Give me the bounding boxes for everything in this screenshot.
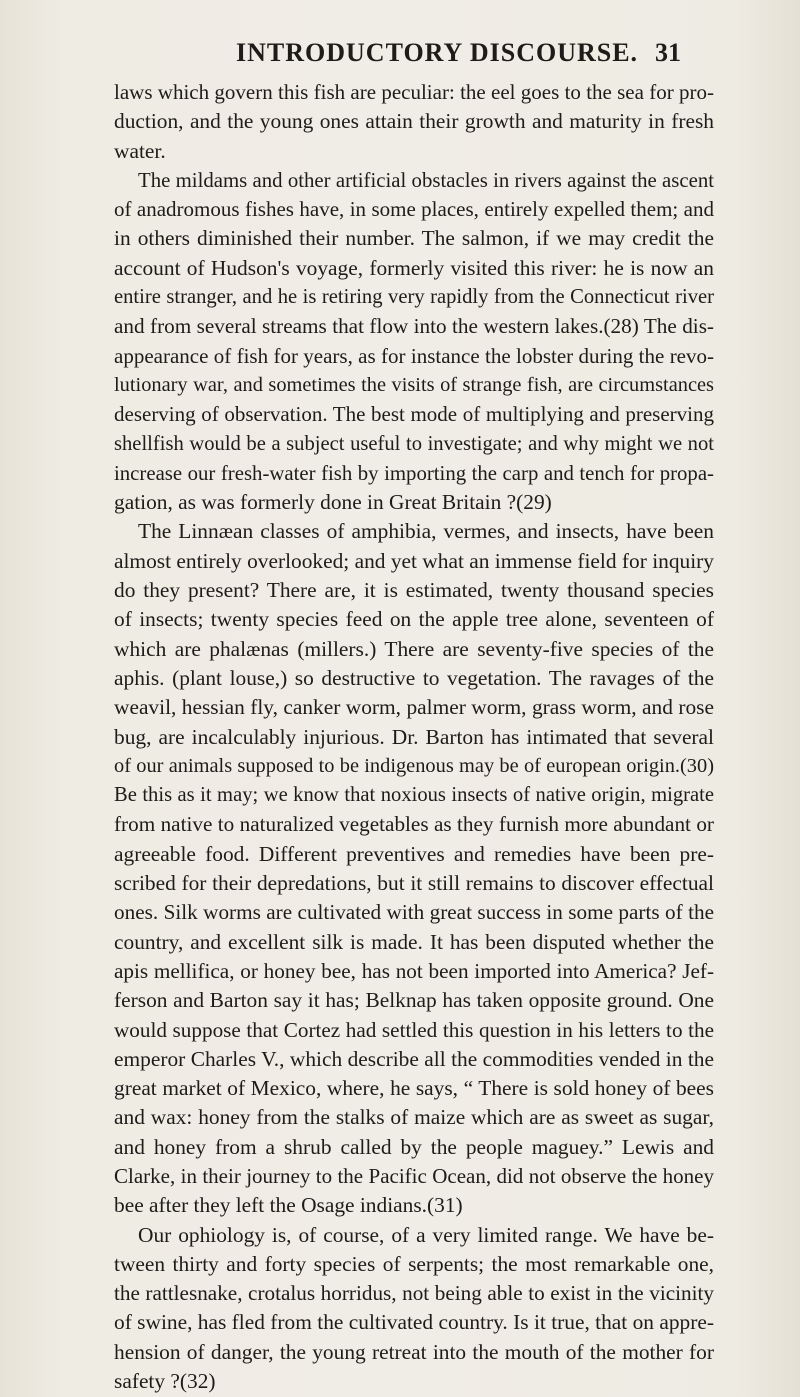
- text-line: laws which govern this fish are peculiar: the eel goes to the sea for pro-: [114, 80, 714, 104]
- text-line: and honey from a shrub called by the people maguey.” Lewis and: [114, 1134, 714, 1159]
- text-line: and wax: honey from the stalks of maize which are as sweet as sugar,: [114, 1105, 714, 1130]
- text-line: bug, are incalculably injurious. Dr. Barton has intimated that several: [114, 724, 714, 749]
- body-text: [114, 78, 714, 1396]
- text-line: deserving of observation. The best mode of multiplying and preserving: [114, 402, 714, 427]
- text-line: the rattlesnake, crotalus horridus, not being able to exist in the vicinity: [114, 1281, 714, 1306]
- text-line: of swine, has fled from the cultivated country. Is it true, that on appre-: [114, 1310, 714, 1335]
- text-line: would suppose that Cortez had settled this question in his letters to the: [114, 1017, 714, 1042]
- text-line: Clarke, in their journey to the Pacific Ocean, did not observe the honey: [114, 1163, 714, 1188]
- text-line: scribed for their depredations, but it still remains to discover effectual: [114, 871, 714, 896]
- text-line: and from several streams that flow into the western lakes.(28) The dis-: [114, 314, 714, 339]
- text-line: hension of danger, the young retreat into the mouth of the mother for: [114, 1339, 714, 1364]
- text-line: of anadromous fishes have, in some places, entirely expelled them; and: [114, 197, 714, 222]
- page-number: 31: [655, 38, 681, 67]
- text-line: Our ophiology is, of course, of a very limited range. We have be-: [138, 1222, 714, 1247]
- text-line: ferson and Barton say it has; Belknap has taken opposite ground. One: [114, 988, 714, 1013]
- text-line: account of Hudson's voyage, formerly visited this river: he is now an: [114, 255, 714, 280]
- text-line: duction, and the young ones attain their growth and maturity in fresh: [114, 109, 714, 134]
- text-line: The mildams and other artificial obstacles in rivers against the ascent: [138, 168, 714, 192]
- text-line: apis mellifica, or honey bee, has not been imported into America? Jef-: [114, 958, 714, 983]
- text-line: from native to naturalized vegetables as they furnish more abundant or: [114, 812, 714, 837]
- text-line: of insects; twenty species feed on the apple tree alone, seventeen of: [114, 607, 714, 632]
- text-line: of our animals supposed to be indigenous may be of european origin.(30): [114, 754, 714, 777]
- text-line: in others diminished their number. The salmon, if we may credit the: [114, 226, 714, 251]
- text-line: shellfish would be a subject useful to investigate; and why might we not: [114, 432, 714, 455]
- running-head: INTRODUCTORY DISCOURSE.: [236, 38, 639, 67]
- text-line: which are phalænas (millers.) There are seventy-five species of the: [114, 636, 714, 661]
- text-line: safety ?(32): [114, 1369, 216, 1394]
- text-line: entire stranger, and he is retiring very rapidly from the Connecticut river: [114, 286, 714, 309]
- text-line: lutionary war, and sometimes the visits of strange fish, are circumstances: [114, 373, 714, 396]
- text-line: increase our fresh-water fish by importing the carp and tench for propa-: [114, 461, 714, 485]
- text-line: water.: [114, 138, 166, 163]
- text-line: country, and excellent silk is made. It has been disputed whether the: [114, 929, 714, 954]
- text-line: The Linnæan classes of amphibia, vermes, and insects, have been: [138, 519, 714, 544]
- text-line: gation, as was formerly done in Great Britain ?(29): [114, 490, 552, 515]
- text-line: bee after they left the Osage indians.(31): [114, 1193, 463, 1218]
- text-line: emperor Charles V., which describe all the commodities vended in the: [114, 1046, 714, 1071]
- page-header: [0, 38, 800, 72]
- text-line: tween thirty and forty species of serpents; the most remarkable one,: [114, 1251, 714, 1276]
- text-line: ones. Silk worms are cultivated with great success in some parts of the: [114, 900, 714, 925]
- text-line: agreeable food. Different preventives and remedies have been pre-: [114, 841, 714, 866]
- text-line: appearance of fish for years, as for instance the lobster during the revo-: [114, 343, 714, 368]
- text-line: almost entirely overlooked; and yet what an immense field for inquiry: [114, 548, 714, 573]
- text-line: great market of Mexico, where, he says, “ There is sold honey of bees: [114, 1076, 714, 1101]
- text-line: do they present? There are, it is estimated, twenty thousand species: [114, 578, 714, 603]
- text-line: Be this as it may; we know that noxious insects of native origin, migrate: [114, 784, 714, 807]
- text-line: aphis. (plant louse,) so destructive to vegetation. The ravages of the: [114, 665, 714, 690]
- text-line: weavil, hessian fly, canker worm, palmer worm, grass worm, and rose: [114, 695, 714, 720]
